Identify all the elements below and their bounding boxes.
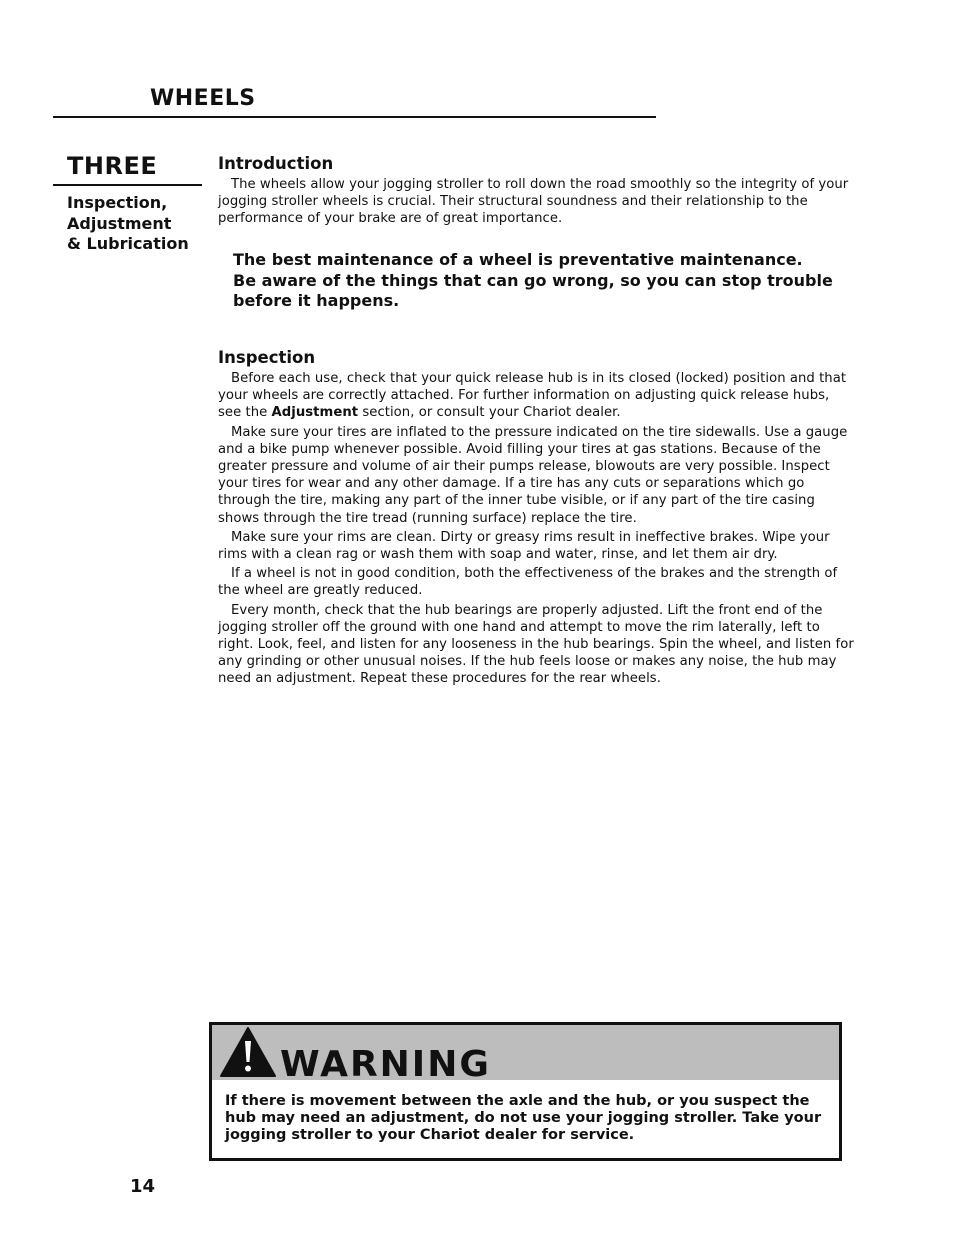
chapter-subtitle bbox=[67, 193, 207, 255]
inspection-paragraph: Every month, check that the hub bearings are properly adjusted. Lift the front end of the jogging stroller off the ground with one hand and attempt to move the rim laterally, left to right. Look, feel, and listen for any looseness in the hub bearings. Spin the wheel, and listen for any grinding or other unusual noises. If the hub feels loose or makes any noise, the hub may need an adjustment. Repeat these procedures for the rear wheels. bbox=[218, 602, 854, 687]
chapter-divider bbox=[53, 184, 202, 186]
chapter-number: THREE bbox=[67, 152, 158, 180]
inspection-heading: Inspection bbox=[218, 348, 316, 367]
callout-line: before it happens. bbox=[233, 291, 400, 310]
warning-triangle-icon bbox=[220, 1027, 276, 1077]
inspection-paragraph: Make sure your rims are clean. Dirty or greasy rims result in ineffective brakes. Wipe your rims with a clean rag or wash them with soap and water, rinse, and let them air dry. bbox=[218, 529, 830, 563]
chapter-subtitle-line: Adjustment bbox=[67, 213, 172, 233]
page-number: 14 bbox=[130, 1176, 156, 1197]
inspection-paragraph bbox=[218, 370, 854, 422]
inspection-paragraph: If a wheel is not in good condition, both the effectiveness of the brakes and the strength of the wheel are greatly reduced. bbox=[218, 566, 838, 599]
warning-title: WARNING bbox=[280, 1044, 491, 1085]
callout-line: Be aware of the things that can go wrong, so you can stop trouble bbox=[233, 270, 833, 290]
introduction-section bbox=[218, 154, 854, 228]
introduction-heading: Introduction bbox=[218, 154, 334, 173]
inspection-text: Before each use, check that your quick release hub is in its closed (locked) position and that your wheels are correctly attached. For further information on adjusting quick release hubs, see the bbox=[218, 371, 847, 421]
maintenance-callout bbox=[233, 250, 853, 312]
introduction-paragraph: The wheels allow your jogging stroller to roll down the road smoothly so the integrity of your jogging stroller wheels is crucial. Their structural soundness and their relationship to the performance of your brake are of great importance. bbox=[218, 177, 849, 227]
section-divider bbox=[53, 116, 656, 118]
warning-message: If there is movement between the axle and the hub, or you suspect the hub may need an adjustment, do not use your jogging stroller. Take your jogging stroller to your Chariot dealer for service. bbox=[225, 1093, 822, 1144]
inspection-paragraph: Make sure your tires are inflated to the pressure indicated on the tire sidewalls. Use a gauge and a bike pump whenever possible. Avoid filling your tires at gas stations. Because of the greater pressure and volume of air their pumps release, blowouts are very possible. Inspect your tires for wear and any other damage. If a tire has any cuts or separations which go through the tire, making any part of the inner tube visible, or if any part of the tire casing shows through the tire tread (running surface) replace the tire. bbox=[218, 424, 848, 526]
adjustment-reference: Adjustment bbox=[271, 405, 359, 421]
callout-line: The best maintenance of a wheel is preventative maintenance. bbox=[233, 250, 803, 269]
chapter-subtitle-line: Inspection, bbox=[67, 193, 168, 212]
warning-header bbox=[212, 1025, 839, 1085]
inspection-section bbox=[218, 348, 854, 688]
warning-box bbox=[209, 1022, 842, 1161]
section-title: WHEELS bbox=[150, 86, 256, 111]
chapter-subtitle-line: & Lubrication bbox=[67, 234, 189, 253]
inspection-text: section, or consult your Chariot dealer. bbox=[358, 405, 621, 421]
